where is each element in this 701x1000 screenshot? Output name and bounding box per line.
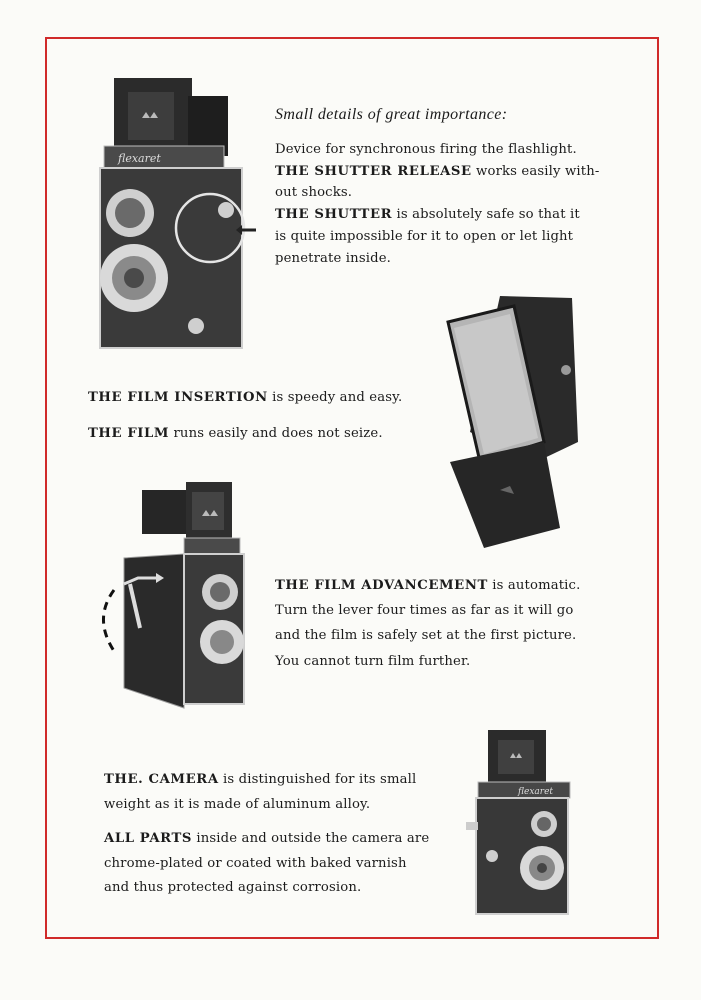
all-parts-paragraph: ALL PARTS inside and outside the camera are	[104, 831, 430, 846]
film-insertion-text	[88, 387, 433, 445]
shutter-release-paragraph: THE SHUTTER RELEASE works easily with-	[275, 163, 600, 179]
page-heading: Small details of great importance:	[275, 106, 508, 123]
shutter-details-text: Small details of great importance: Device for synchronous firing the flashlight. THE SHUTTER RELEASE works easily with- out shocks. THE SHUTTER is absolutely safe so that it is quite impossible for it to open or let light penetrate inside.	[275, 104, 613, 270]
camera-brand-label: flexaret	[118, 152, 161, 165]
film-insertion-sentence: THE FILM INSERTION is speedy and easy.	[88, 390, 403, 405]
flashlight-sentence: Device for synchronous firing the flashlight.	[275, 141, 577, 157]
camera-weight-paragraph: THE. CAMERA is distinguished for its small	[104, 772, 417, 787]
svg-text:flexaret: flexaret	[518, 787, 554, 797]
film-runs-sentence: THE FILM runs easily and does not seize.	[88, 425, 383, 441]
film-advancement-text: THE FILM ADVANCEMENT is automatic. Turn the lever four times as far as it will go and the film is safely set at the first picture. You cannot turn film further.	[275, 573, 615, 674]
camera-film-back-photo	[440, 292, 592, 552]
camera-small-front-photo	[462, 726, 574, 916]
camera-body-text: THE. CAMERA is distinguished for its small weight as it is made of aluminum alloy. ALL PARTS inside and outside the camera are chrome-plated or coated with baked varnish and thus protected against corrosion.	[104, 768, 449, 901]
film-advancement-sentence: THE FILM ADVANCEMENT is automatic.	[275, 578, 581, 593]
camera-front-photo	[92, 78, 267, 356]
camera-side-lever-photo	[100, 482, 258, 710]
shutter-paragraph: THE SHUTTER is absolutely safe so that it	[275, 207, 580, 223]
